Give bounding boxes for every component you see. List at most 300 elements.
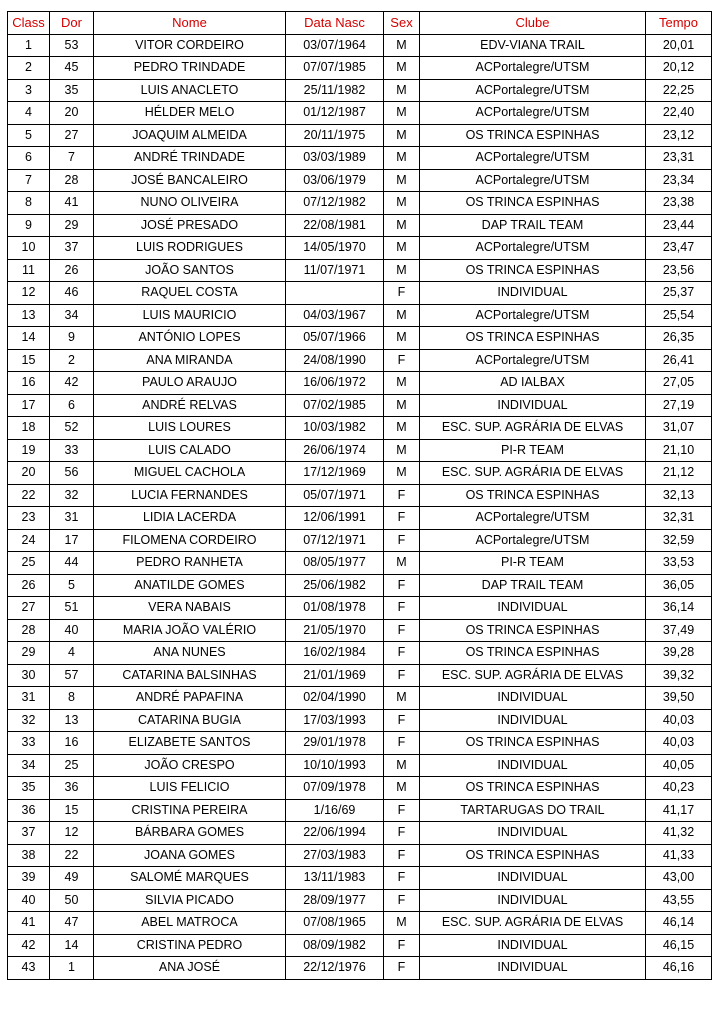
- table-row: [8, 754, 712, 777]
- cell-class: 3: [8, 79, 50, 102]
- cell-class: 43: [8, 957, 50, 980]
- cell-class: 28: [8, 619, 50, 642]
- cell-tempo: 46,15: [646, 934, 712, 957]
- cell-data-nasc: 21/05/1970: [286, 619, 384, 642]
- cell-data-nasc: 07/02/1985: [286, 394, 384, 417]
- cell-data-nasc: 08/05/1977: [286, 552, 384, 575]
- table-row: [8, 934, 712, 957]
- cell-class: 25: [8, 552, 50, 575]
- cell-class: 12: [8, 282, 50, 305]
- cell-class: 15: [8, 349, 50, 372]
- cell-nome: JOSÉ PRESADO: [94, 214, 286, 237]
- cell-class: 37: [8, 822, 50, 845]
- table-row: [8, 214, 712, 237]
- table-row: [8, 192, 712, 215]
- cell-dor: 53: [50, 34, 94, 57]
- cell-class: 24: [8, 529, 50, 552]
- results-table: [7, 11, 712, 980]
- cell-tempo: 25,37: [646, 282, 712, 305]
- cell-dor: 57: [50, 664, 94, 687]
- cell-data-nasc: 07/08/1965: [286, 912, 384, 935]
- cell-nome: CRISTINA PEDRO: [94, 934, 286, 957]
- cell-class: 9: [8, 214, 50, 237]
- cell-dor: 41: [50, 192, 94, 215]
- cell-dor: 4: [50, 642, 94, 665]
- cell-class: 31: [8, 687, 50, 710]
- cell-nome: ANA JOSÉ: [94, 957, 286, 980]
- cell-sex: M: [384, 259, 420, 282]
- cell-nome: PEDRO TRINDADE: [94, 57, 286, 80]
- cell-nome: LIDIA LACERDA: [94, 507, 286, 530]
- table-row: [8, 394, 712, 417]
- cell-data-nasc: 10/10/1993: [286, 754, 384, 777]
- cell-class: 35: [8, 777, 50, 800]
- table-row: [8, 957, 712, 980]
- cell-class: 36: [8, 799, 50, 822]
- cell-sex: M: [384, 237, 420, 260]
- table-row: [8, 687, 712, 710]
- table-row: [8, 709, 712, 732]
- cell-tempo: 26,41: [646, 349, 712, 372]
- cell-clube: INDIVIDUAL: [420, 934, 646, 957]
- cell-data-nasc: 29/01/1978: [286, 732, 384, 755]
- cell-sex: M: [384, 102, 420, 125]
- cell-nome: JOAQUIM ALMEIDA: [94, 124, 286, 147]
- cell-class: 6: [8, 147, 50, 170]
- cell-sex: F: [384, 889, 420, 912]
- cell-tempo: 39,32: [646, 664, 712, 687]
- cell-data-nasc: 03/03/1989: [286, 147, 384, 170]
- header-sex: Sex: [384, 12, 420, 35]
- cell-dor: 34: [50, 304, 94, 327]
- cell-nome: ANA NUNES: [94, 642, 286, 665]
- cell-nome: ANA MIRANDA: [94, 349, 286, 372]
- cell-dor: 8: [50, 687, 94, 710]
- table-row: [8, 349, 712, 372]
- cell-tempo: 27,05: [646, 372, 712, 395]
- cell-clube: ACPortalegre/UTSM: [420, 529, 646, 552]
- cell-data-nasc: 17/03/1993: [286, 709, 384, 732]
- cell-clube: OS TRINCA ESPINHAS: [420, 844, 646, 867]
- cell-clube: ACPortalegre/UTSM: [420, 147, 646, 170]
- cell-sex: F: [384, 867, 420, 890]
- cell-nome: NUNO OLIVEIRA: [94, 192, 286, 215]
- cell-nome: PAULO ARAUJO: [94, 372, 286, 395]
- cell-tempo: 40,23: [646, 777, 712, 800]
- table-row: [8, 552, 712, 575]
- cell-data-nasc: 14/05/1970: [286, 237, 384, 260]
- cell-tempo: 23,34: [646, 169, 712, 192]
- cell-sex: M: [384, 147, 420, 170]
- cell-class: 8: [8, 192, 50, 215]
- cell-nome: JOÃO SANTOS: [94, 259, 286, 282]
- cell-nome: ANATILDE GOMES: [94, 574, 286, 597]
- table-row: [8, 237, 712, 260]
- cell-dor: 46: [50, 282, 94, 305]
- cell-class: 32: [8, 709, 50, 732]
- cell-tempo: 26,35: [646, 327, 712, 350]
- cell-class: 40: [8, 889, 50, 912]
- cell-clube: DAP TRAIL TEAM: [420, 574, 646, 597]
- cell-data-nasc: 21/01/1969: [286, 664, 384, 687]
- cell-data-nasc: 04/03/1967: [286, 304, 384, 327]
- cell-dor: 6: [50, 394, 94, 417]
- cell-dor: 20: [50, 102, 94, 125]
- cell-clube: AD IALBAX: [420, 372, 646, 395]
- cell-class: 30: [8, 664, 50, 687]
- cell-sex: M: [384, 192, 420, 215]
- cell-data-nasc: [286, 282, 384, 305]
- cell-dor: 22: [50, 844, 94, 867]
- cell-dor: 12: [50, 822, 94, 845]
- cell-data-nasc: 16/02/1984: [286, 642, 384, 665]
- cell-clube: ACPortalegre/UTSM: [420, 79, 646, 102]
- cell-sex: F: [384, 349, 420, 372]
- cell-data-nasc: 28/09/1977: [286, 889, 384, 912]
- cell-nome: MIGUEL CACHOLA: [94, 462, 286, 485]
- cell-sex: F: [384, 844, 420, 867]
- table-row: [8, 597, 712, 620]
- cell-dor: 33: [50, 439, 94, 462]
- cell-data-nasc: 22/12/1976: [286, 957, 384, 980]
- cell-data-nasc: 08/09/1982: [286, 934, 384, 957]
- cell-dor: 52: [50, 417, 94, 440]
- cell-class: 42: [8, 934, 50, 957]
- cell-clube: PI-R TEAM: [420, 439, 646, 462]
- cell-tempo: 32,13: [646, 484, 712, 507]
- cell-data-nasc: 13/11/1983: [286, 867, 384, 890]
- cell-dor: 42: [50, 372, 94, 395]
- cell-tempo: 25,54: [646, 304, 712, 327]
- cell-clube: INDIVIDUAL: [420, 687, 646, 710]
- cell-dor: 25: [50, 754, 94, 777]
- cell-sex: F: [384, 957, 420, 980]
- cell-class: 23: [8, 507, 50, 530]
- cell-nome: LUIS FELICIO: [94, 777, 286, 800]
- cell-tempo: 20,01: [646, 34, 712, 57]
- cell-tempo: 43,00: [646, 867, 712, 890]
- cell-data-nasc: 16/06/1972: [286, 372, 384, 395]
- cell-tempo: 33,53: [646, 552, 712, 575]
- cell-clube: OS TRINCA ESPINHAS: [420, 732, 646, 755]
- cell-nome: LUCIA FERNANDES: [94, 484, 286, 507]
- cell-sex: F: [384, 484, 420, 507]
- cell-sex: M: [384, 439, 420, 462]
- cell-dor: 56: [50, 462, 94, 485]
- cell-nome: CRISTINA PEREIRA: [94, 799, 286, 822]
- table-row: [8, 57, 712, 80]
- cell-class: 38: [8, 844, 50, 867]
- cell-clube: PI-R TEAM: [420, 552, 646, 575]
- cell-sex: M: [384, 687, 420, 710]
- cell-tempo: 23,31: [646, 147, 712, 170]
- table-row: [8, 282, 712, 305]
- cell-nome: LUIS ANACLETO: [94, 79, 286, 102]
- cell-data-nasc: 1/16/69: [286, 799, 384, 822]
- cell-nome: PEDRO RANHETA: [94, 552, 286, 575]
- cell-tempo: 27,19: [646, 394, 712, 417]
- cell-clube: INDIVIDUAL: [420, 889, 646, 912]
- cell-clube: INDIVIDUAL: [420, 822, 646, 845]
- table-row: [8, 664, 712, 687]
- table-row: [8, 372, 712, 395]
- cell-class: 41: [8, 912, 50, 935]
- cell-class: 16: [8, 372, 50, 395]
- cell-clube: INDIVIDUAL: [420, 957, 646, 980]
- table-row: [8, 732, 712, 755]
- cell-clube: INDIVIDUAL: [420, 597, 646, 620]
- cell-sex: F: [384, 664, 420, 687]
- cell-class: 7: [8, 169, 50, 192]
- cell-class: 4: [8, 102, 50, 125]
- cell-data-nasc: 07/07/1985: [286, 57, 384, 80]
- cell-class: 5: [8, 124, 50, 147]
- cell-data-nasc: 03/06/1979: [286, 169, 384, 192]
- cell-tempo: 41,17: [646, 799, 712, 822]
- cell-sex: M: [384, 327, 420, 350]
- cell-tempo: 46,16: [646, 957, 712, 980]
- cell-sex: M: [384, 372, 420, 395]
- cell-data-nasc: 25/11/1982: [286, 79, 384, 102]
- cell-dor: 27: [50, 124, 94, 147]
- table-row: [8, 484, 712, 507]
- cell-class: 26: [8, 574, 50, 597]
- cell-clube: OS TRINCA ESPINHAS: [420, 327, 646, 350]
- cell-tempo: 23,44: [646, 214, 712, 237]
- cell-tempo: 46,14: [646, 912, 712, 935]
- cell-sex: F: [384, 732, 420, 755]
- cell-data-nasc: 01/12/1987: [286, 102, 384, 125]
- cell-clube: ESC. SUP. AGRÁRIA DE ELVAS: [420, 417, 646, 440]
- cell-dor: 26: [50, 259, 94, 282]
- cell-class: 33: [8, 732, 50, 755]
- cell-data-nasc: 22/06/1994: [286, 822, 384, 845]
- cell-dor: 5: [50, 574, 94, 597]
- cell-data-nasc: 22/08/1981: [286, 214, 384, 237]
- cell-clube: ESC. SUP. AGRÁRIA DE ELVAS: [420, 912, 646, 935]
- table-row: [8, 462, 712, 485]
- cell-dor: 9: [50, 327, 94, 350]
- cell-clube: INDIVIDUAL: [420, 754, 646, 777]
- cell-nome: ANDRÉ TRINDADE: [94, 147, 286, 170]
- cell-data-nasc: 01/08/1978: [286, 597, 384, 620]
- table-row: [8, 34, 712, 57]
- cell-dor: 49: [50, 867, 94, 890]
- cell-class: 20: [8, 462, 50, 485]
- cell-clube: ACPortalegre/UTSM: [420, 102, 646, 125]
- cell-clube: DAP TRAIL TEAM: [420, 214, 646, 237]
- header-dor: Dor: [50, 12, 94, 35]
- cell-clube: OS TRINCA ESPINHAS: [420, 259, 646, 282]
- cell-dor: 17: [50, 529, 94, 552]
- table-row: [8, 912, 712, 935]
- cell-nome: LUIS RODRIGUES: [94, 237, 286, 260]
- cell-clube: INDIVIDUAL: [420, 394, 646, 417]
- cell-nome: ANDRÉ RELVAS: [94, 394, 286, 417]
- cell-class: 19: [8, 439, 50, 462]
- cell-tempo: 20,12: [646, 57, 712, 80]
- table-row: [8, 169, 712, 192]
- cell-nome: CATARINA BALSINHAS: [94, 664, 286, 687]
- cell-sex: M: [384, 57, 420, 80]
- cell-tempo: 23,12: [646, 124, 712, 147]
- cell-sex: M: [384, 34, 420, 57]
- cell-sex: F: [384, 709, 420, 732]
- cell-sex: M: [384, 552, 420, 575]
- cell-tempo: 39,50: [646, 687, 712, 710]
- cell-class: 2: [8, 57, 50, 80]
- cell-tempo: 41,33: [646, 844, 712, 867]
- cell-nome: SALOMÉ MARQUES: [94, 867, 286, 890]
- header-class: Class: [8, 12, 50, 35]
- cell-dor: 31: [50, 507, 94, 530]
- cell-tempo: 32,31: [646, 507, 712, 530]
- cell-clube: OS TRINCA ESPINHAS: [420, 642, 646, 665]
- cell-clube: INDIVIDUAL: [420, 282, 646, 305]
- cell-dor: 16: [50, 732, 94, 755]
- cell-tempo: 41,32: [646, 822, 712, 845]
- cell-data-nasc: 27/03/1983: [286, 844, 384, 867]
- cell-clube: ESC. SUP. AGRÁRIA DE ELVAS: [420, 664, 646, 687]
- cell-tempo: 23,47: [646, 237, 712, 260]
- header-row: [8, 12, 712, 35]
- cell-data-nasc: 05/07/1971: [286, 484, 384, 507]
- cell-data-nasc: 17/12/1969: [286, 462, 384, 485]
- header-tempo: Tempo: [646, 12, 712, 35]
- cell-data-nasc: 10/03/1982: [286, 417, 384, 440]
- cell-clube: ACPortalegre/UTSM: [420, 57, 646, 80]
- cell-nome: VERA NABAIS: [94, 597, 286, 620]
- cell-sex: M: [384, 912, 420, 935]
- cell-sex: M: [384, 79, 420, 102]
- cell-dor: 44: [50, 552, 94, 575]
- cell-data-nasc: 07/12/1971: [286, 529, 384, 552]
- cell-clube: OS TRINCA ESPINHAS: [420, 124, 646, 147]
- table-row: [8, 642, 712, 665]
- cell-tempo: 22,25: [646, 79, 712, 102]
- cell-tempo: 36,05: [646, 574, 712, 597]
- cell-dor: 40: [50, 619, 94, 642]
- cell-data-nasc: 07/09/1978: [286, 777, 384, 800]
- cell-nome: LUIS CALADO: [94, 439, 286, 462]
- cell-tempo: 40,03: [646, 709, 712, 732]
- cell-class: 18: [8, 417, 50, 440]
- header-data-nasc: Data Nasc: [286, 12, 384, 35]
- table-row: [8, 147, 712, 170]
- table-row: [8, 574, 712, 597]
- cell-sex: M: [384, 462, 420, 485]
- cell-sex: F: [384, 282, 420, 305]
- cell-data-nasc: 12/06/1991: [286, 507, 384, 530]
- cell-tempo: 39,28: [646, 642, 712, 665]
- cell-nome: FILOMENA CORDEIRO: [94, 529, 286, 552]
- cell-dor: 37: [50, 237, 94, 260]
- table-row: [8, 102, 712, 125]
- cell-sex: M: [384, 124, 420, 147]
- cell-sex: F: [384, 619, 420, 642]
- cell-class: 17: [8, 394, 50, 417]
- cell-dor: 32: [50, 484, 94, 507]
- cell-class: 34: [8, 754, 50, 777]
- cell-nome: LUIS MAURICIO: [94, 304, 286, 327]
- cell-nome: ANDRÉ PAPAFINA: [94, 687, 286, 710]
- cell-class: 27: [8, 597, 50, 620]
- cell-tempo: 23,56: [646, 259, 712, 282]
- cell-data-nasc: 11/07/1971: [286, 259, 384, 282]
- header-clube: Clube: [420, 12, 646, 35]
- cell-sex: M: [384, 214, 420, 237]
- cell-clube: ACPortalegre/UTSM: [420, 169, 646, 192]
- cell-clube: OS TRINCA ESPINHAS: [420, 484, 646, 507]
- cell-dor: 50: [50, 889, 94, 912]
- cell-tempo: 22,40: [646, 102, 712, 125]
- cell-sex: F: [384, 799, 420, 822]
- cell-nome: HÉLDER MELO: [94, 102, 286, 125]
- cell-sex: M: [384, 417, 420, 440]
- cell-data-nasc: 07/12/1982: [286, 192, 384, 215]
- cell-clube: ACPortalegre/UTSM: [420, 349, 646, 372]
- table-row: [8, 529, 712, 552]
- cell-nome: CATARINA BUGIA: [94, 709, 286, 732]
- table-row: [8, 619, 712, 642]
- cell-dor: 13: [50, 709, 94, 732]
- cell-class: 22: [8, 484, 50, 507]
- cell-sex: F: [384, 597, 420, 620]
- cell-tempo: 43,55: [646, 889, 712, 912]
- cell-data-nasc: 03/07/1964: [286, 34, 384, 57]
- cell-nome: LUIS LOURES: [94, 417, 286, 440]
- cell-sex: F: [384, 507, 420, 530]
- cell-dor: 36: [50, 777, 94, 800]
- table-row: [8, 327, 712, 350]
- cell-class: 1: [8, 34, 50, 57]
- table-row: [8, 867, 712, 890]
- cell-data-nasc: 26/06/1974: [286, 439, 384, 462]
- cell-clube: INDIVIDUAL: [420, 867, 646, 890]
- cell-nome: ELIZABETE SANTOS: [94, 732, 286, 755]
- cell-tempo: 37,49: [646, 619, 712, 642]
- cell-clube: ACPortalegre/UTSM: [420, 237, 646, 260]
- cell-class: 29: [8, 642, 50, 665]
- results-body: [8, 34, 712, 979]
- cell-class: 11: [8, 259, 50, 282]
- cell-dor: 47: [50, 912, 94, 935]
- cell-nome: MARIA JOÃO VALÉRIO: [94, 619, 286, 642]
- cell-sex: F: [384, 934, 420, 957]
- cell-clube: ESC. SUP. AGRÁRIA DE ELVAS: [420, 462, 646, 485]
- cell-tempo: 21,12: [646, 462, 712, 485]
- cell-sex: M: [384, 777, 420, 800]
- table-row: [8, 124, 712, 147]
- cell-tempo: 32,59: [646, 529, 712, 552]
- cell-dor: 1: [50, 957, 94, 980]
- table-row: [8, 799, 712, 822]
- cell-sex: M: [384, 169, 420, 192]
- cell-sex: F: [384, 642, 420, 665]
- cell-dor: 14: [50, 934, 94, 957]
- table-row: [8, 417, 712, 440]
- cell-tempo: 40,03: [646, 732, 712, 755]
- cell-nome: ANTÓNIO LOPES: [94, 327, 286, 350]
- cell-dor: 51: [50, 597, 94, 620]
- cell-data-nasc: 24/08/1990: [286, 349, 384, 372]
- cell-sex: F: [384, 822, 420, 845]
- cell-class: 39: [8, 867, 50, 890]
- table-row: [8, 822, 712, 845]
- cell-tempo: 40,05: [646, 754, 712, 777]
- cell-tempo: 36,14: [646, 597, 712, 620]
- cell-tempo: 23,38: [646, 192, 712, 215]
